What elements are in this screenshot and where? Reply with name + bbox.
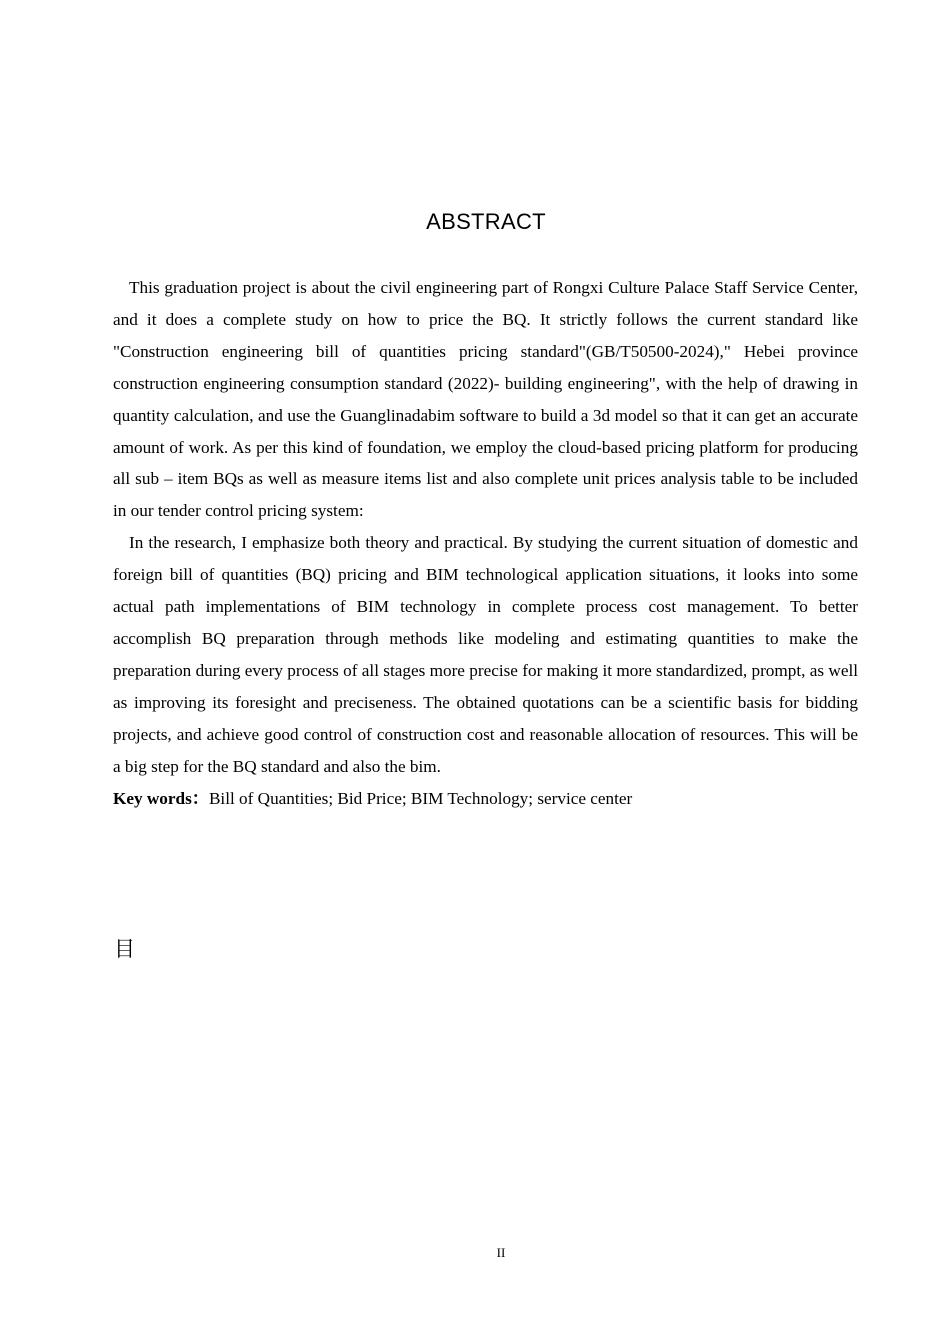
keywords-text: Bill of Quantities; Bid Price; BIM Technology; service center bbox=[208, 788, 633, 808]
page-number: II bbox=[496, 1245, 506, 1260]
toc-heading: 目 bbox=[114, 937, 135, 961]
keywords-label: Key words： bbox=[113, 788, 209, 808]
abstract-paragraph-1: This graduation project is about the civil engineering part of Rongxi Culture Palace Staff Service Center, and it does a complete study on how to price the BQ. It strictly follows the current standard like "Construction engineering bill of quantities pricing standard"(GB/T50500-2024)," Hebei province construction engineering consumption standard (2022)- building engineering", with the help of drawing in quantity calculation, and use the Guanglinadabim software to build a 3d model so that it can get an accurate amount of work. As per this kind of foundation, we employ the cloud-based pricing platform for producing all sub – item BQs as well as measure items list and also complete unit prices analysis table to be included in our tender control pricing system: bbox=[113, 278, 858, 521]
abstract-title: ABSTRACT bbox=[426, 209, 546, 234]
abstract-paragraph-2: In the research, I emphasize both theory and practical. By studying the current situation of domestic and foreign bill of quantities (BQ) pricing and BIM technological application situations, it looks into some actual path implementations of BIM technology in complete process cost management. To better accomplish BQ preparation through methods like modeling and estimating quantities to make the preparation during every process of all stages more precise for making it more standardized, prompt, as well as improving its foresight and preciseness. The obtained quotations can be a scientific basis for bidding projects, and achieve good control of construction cost and reasonable allocation of resources. This will be a big step for the BQ standard and also the bim. bbox=[113, 533, 858, 776]
abstract-body bbox=[113, 272, 858, 814]
keywords-line bbox=[113, 783, 858, 815]
